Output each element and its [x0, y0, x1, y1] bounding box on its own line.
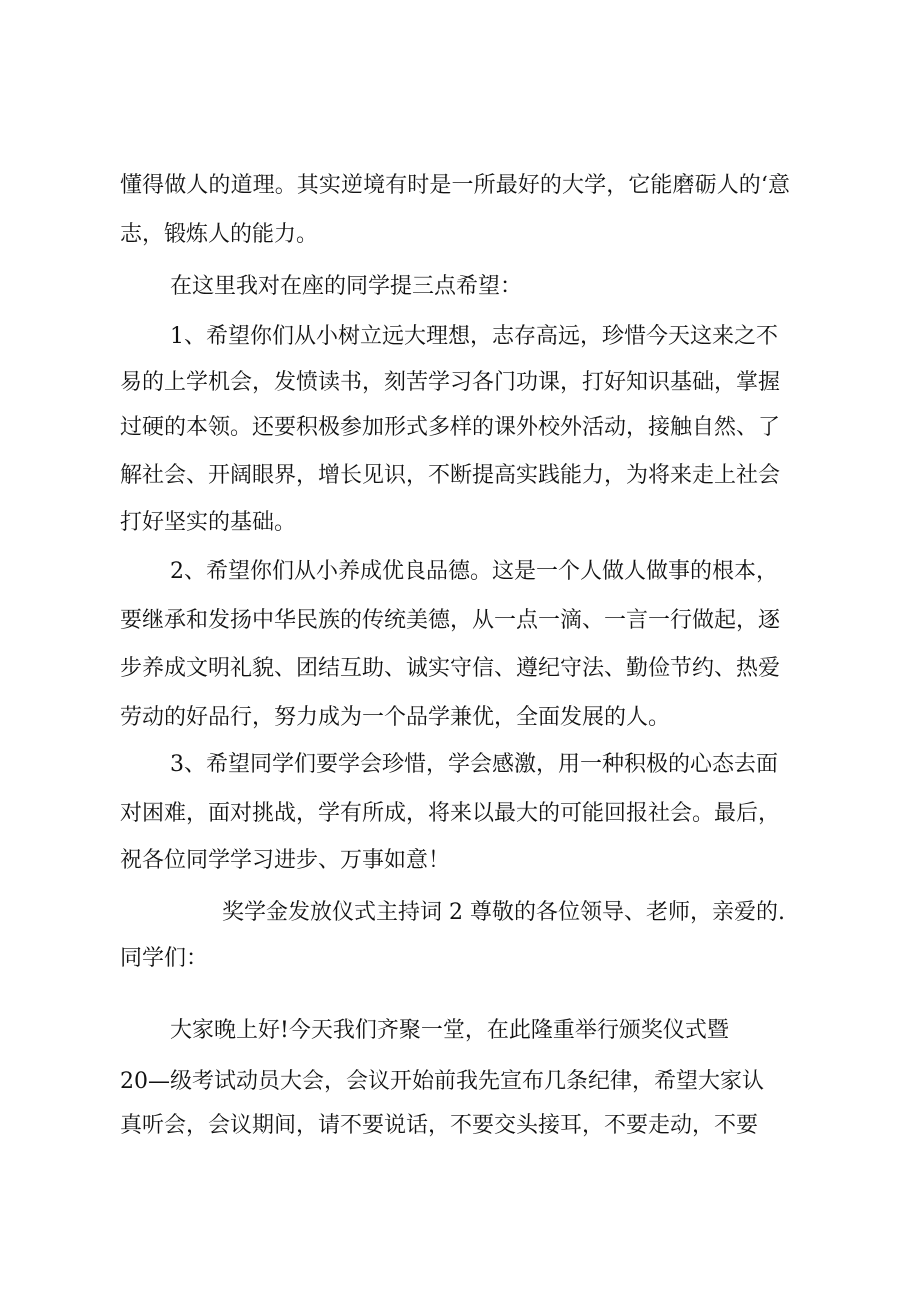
text-line: 懂得做人的道理。其实逆境有时是一所最好的大学，它能磨砺人的‘意: [120, 173, 791, 198]
text-line: 志，锻炼人的能力。: [120, 222, 319, 247]
text-line: 过硬的本领。还要积极参加形式多样的课外校外活动，接触自然、了: [120, 415, 781, 440]
text-line: 在这里我对在座的同学提三点希望：: [170, 274, 523, 299]
text-line: 步养成文明礼貌、团结互助、诚实守信、遵纪守法、勤俭节约、热爱: [120, 656, 781, 681]
text-line: 要继承和发扬中华民族的传统美德，从一点一滴、一言一行做起，逐: [120, 608, 781, 633]
text-line: 解社会、开阔眼界，增长见识，不断提高实践能力，为将来走上社会: [120, 463, 781, 488]
text-line: 劳动的好品行，努力成为一个品学兼优，全面发展的人。: [120, 705, 671, 730]
text-line: 同学们：: [120, 946, 209, 971]
text-line: 易的上学机会，发愤读书，刻苦学习各门功课，打好知识基础，掌握: [120, 370, 781, 395]
text-line: 2、希望你们从小养成优良品德。这是一个人做人做事的根本，: [170, 559, 778, 584]
text-line: 3、希望同学们要学会珍惜，学会感激，用一种积极的心态去面: [170, 752, 778, 777]
text-line: 1、希望你们从小树立远大理想，志存高远，珍惜今天这来之不: [170, 324, 778, 349]
text-line: 对困难，面对挑战，学有所成，将来以最大的可能回报社会。最后，: [120, 801, 781, 826]
text-line: 20—级考试动员大会，会议开始前我先宣布几条纪律，希望大家认: [120, 1069, 764, 1094]
text-line: 真听会，会议期间，请不要说话，不要交头接耳，不要走动，不要: [120, 1113, 759, 1138]
text-line: 奖学金发放仪式主持词 2 尊敬的各位领导、老师，亲爱的.: [222, 900, 785, 925]
text-line: 打好坚实的基础。: [120, 510, 297, 535]
text-line: 祝各位同学学习进步、万事如意！: [120, 848, 451, 873]
text-line: 大家晚上好!今天我们齐聚一堂，在此隆重举行颁奖仪式暨: [170, 1018, 729, 1043]
